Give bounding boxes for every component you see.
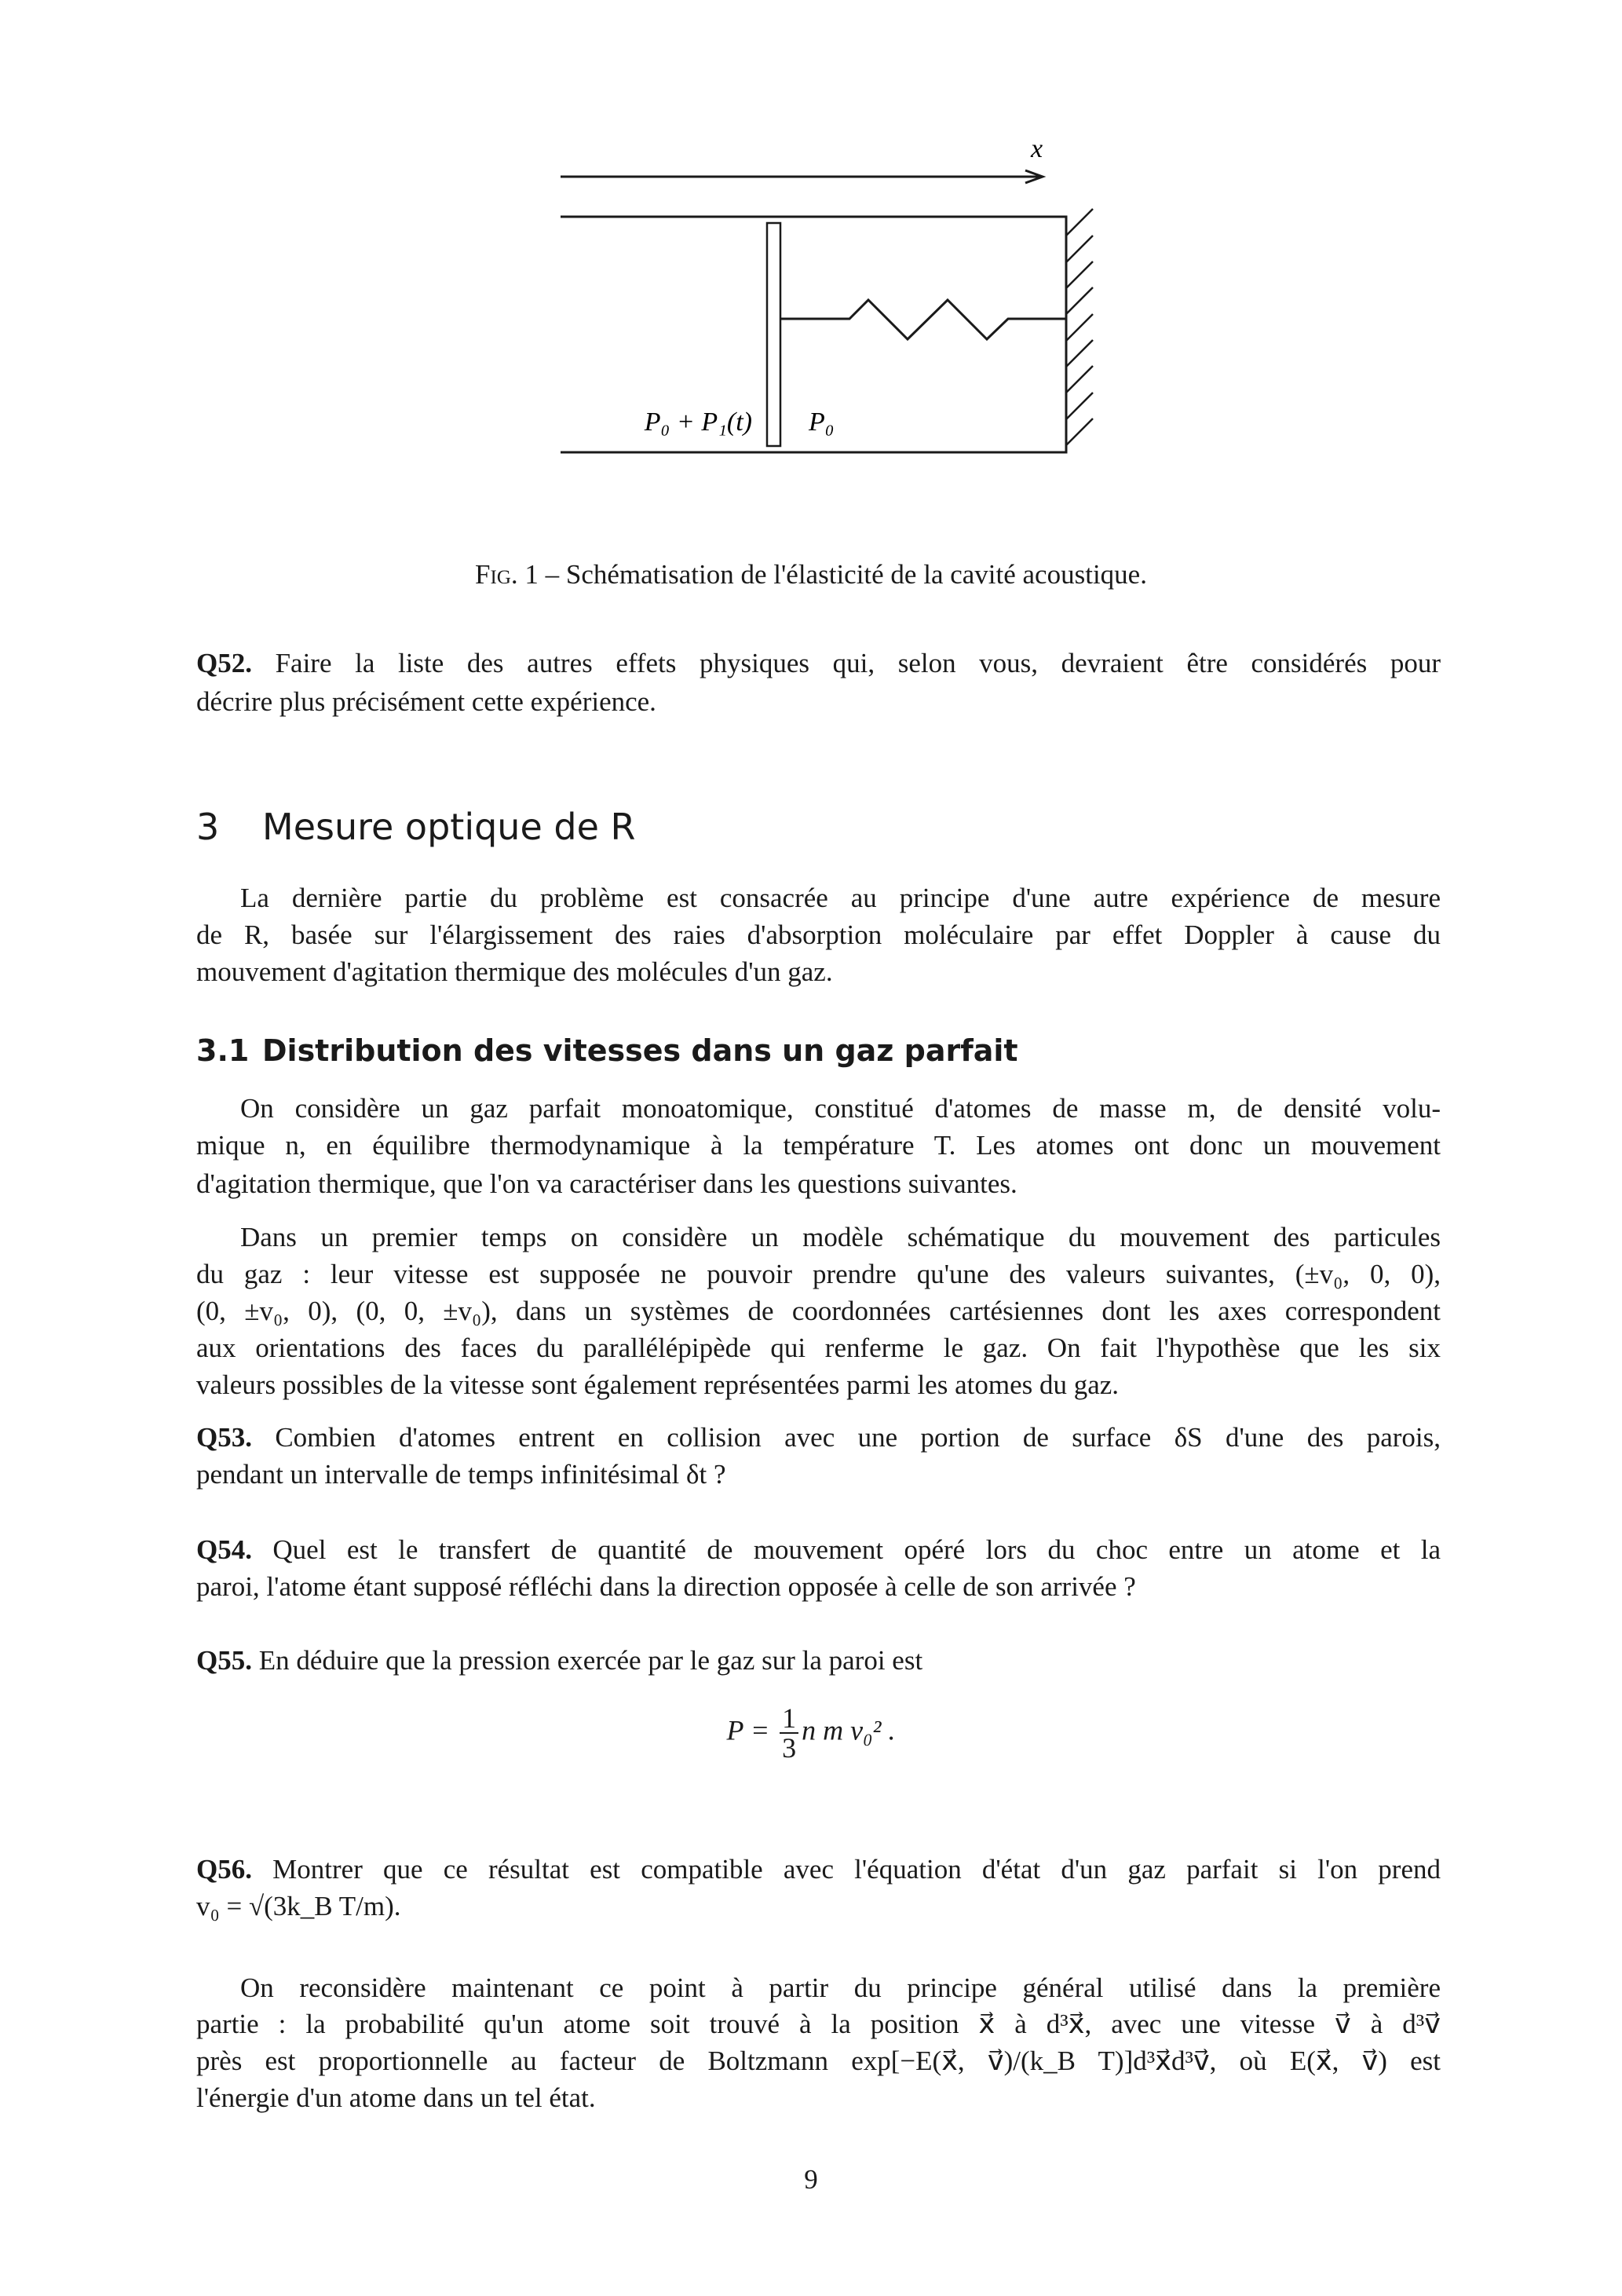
q52-line xyxy=(196,646,1441,681)
question-label: Q56. xyxy=(196,1854,252,1885)
left-pressure-label: P₀ + P₁(t) xyxy=(644,408,752,437)
pressure-formula xyxy=(0,1704,1622,1762)
para-line: du gaz : leur vitesse est supposée ne pouvoir prendre qu'une des valeurs suivantes, (±v₀, 0, 0), xyxy=(196,1259,1441,1289)
intro-line: mouvement d'agitation thermique des molécules d'un gaz. xyxy=(196,956,833,987)
section-title: Mesure optique de R xyxy=(262,806,636,848)
line-text: Quel est le transfert de quantité de mouvement opéré lors du choc entre un atome et la xyxy=(251,1534,1441,1565)
fraction xyxy=(780,1704,798,1762)
subsection-title: Distribution des vitesses dans un gaz parfait xyxy=(262,1033,1018,1068)
para-line: partie : la probabilité qu'un atome soit trouvé à la position x⃗ à d³x⃗, avec une vitesse v⃗ à d³v⃗ xyxy=(196,2009,1441,2039)
subsection-number: 3.1 xyxy=(196,1033,250,1068)
q56-line xyxy=(196,1852,1441,1887)
q53-line xyxy=(196,1420,1441,1455)
caption-text: – Schématisation de l'élasticité de la cavité acoustique. xyxy=(538,559,1147,590)
figure-caption xyxy=(0,559,1622,590)
para-line: Dans un premier temps on considère un modèle schématique du mouvement des particules xyxy=(240,1222,1441,1252)
q54-line xyxy=(196,1533,1441,1567)
formula-rhs: n m v₀² . xyxy=(802,1714,896,1746)
para-line: l'énergie d'un atome dans un tel état. xyxy=(196,2082,596,2113)
para-line: On reconsidère maintenant ce point à partir du principe général utilisé dans la première xyxy=(240,1972,1441,2003)
line-text: Faire la liste des autres effets physiques qui, selon vous, devraient être considérés pour xyxy=(251,648,1441,678)
numerator: 1 xyxy=(780,1704,798,1734)
denominator: 3 xyxy=(782,1732,797,1764)
section-heading xyxy=(196,806,635,848)
para-line: valeurs possibles de la vitesse sont également représentées parmi les atomes du gaz. xyxy=(196,1369,1120,1400)
line-text: En déduire que la pression exercée par le gaz sur la paroi est xyxy=(251,1645,923,1676)
q56-line: v₀ = √(3k_B T/m). xyxy=(196,1891,401,1921)
caption-prefix: Fig. 1 xyxy=(475,559,539,590)
para-line: mique n, en équilibre thermodynamique à la température T. Les atomes ont donc un mouvement xyxy=(196,1130,1441,1161)
question-label: Q52. xyxy=(196,648,252,678)
question-label: Q54. xyxy=(196,1534,252,1565)
para-line: près est proportionnelle au facteur de Boltzmann exp[−E(x⃗, v⃗)/(k_B T)]d³x⃗d³v⃗, où E(x⃗, v⃗) est xyxy=(196,2046,1441,2076)
subsection-heading xyxy=(196,1033,1018,1068)
x-axis-label: x xyxy=(1031,134,1043,163)
figure-cavity-diagram xyxy=(0,0,1622,550)
formula-lhs: P = xyxy=(726,1714,777,1746)
para-line: aux orientations des faces du parallélépipède qui renferme le gaz. On fait l'hypothèse que les six xyxy=(196,1333,1441,1363)
line-text: Montrer que ce résultat est compatible avec l'équation d'état d'un gaz parfait si l'on prend xyxy=(251,1854,1441,1885)
para-line: d'agitation thermique, que l'on va caractériser dans les questions suivantes. xyxy=(196,1168,1017,1199)
wall-hatching xyxy=(1066,209,1093,445)
q52-line: décrire plus précisément cette expérience. xyxy=(196,686,656,717)
question-label: Q55. xyxy=(196,1645,252,1676)
line-text: Combien d'atomes entrent en collision avec une portion de surface δS d'une des parois, xyxy=(251,1422,1441,1453)
spring xyxy=(781,300,1066,339)
piston xyxy=(767,223,780,446)
q53-line: pendant un intervalle de temps infinitésimal δt ? xyxy=(196,1459,726,1490)
page-number: 9 xyxy=(804,2164,818,2195)
intro-line: La dernière partie du problème est consacrée au principe d'une autre expérience de mesure xyxy=(240,883,1441,913)
question-label: Q53. xyxy=(196,1422,252,1453)
section-number: 3 xyxy=(196,806,220,848)
para-line: (0, ±v₀, 0), (0, 0, ±v₀), dans un systèmes de coordonnées cartésiennes dont les axes correspondent xyxy=(196,1296,1441,1326)
right-pressure-label: P₀ xyxy=(809,408,835,437)
q54-line: paroi, l'atome étant supposé réfléchi dans la direction opposée à celle de son arrivée ? xyxy=(196,1571,1136,1602)
q55-line xyxy=(196,1643,1441,1678)
intro-line: de R, basée sur l'élargissement des raies d'absorption moléculaire par effet Doppler à cause du xyxy=(196,919,1441,950)
para-line: On considère un gaz parfait monoatomique, constitué d'atomes de masse m, de densité volu- xyxy=(240,1093,1441,1124)
